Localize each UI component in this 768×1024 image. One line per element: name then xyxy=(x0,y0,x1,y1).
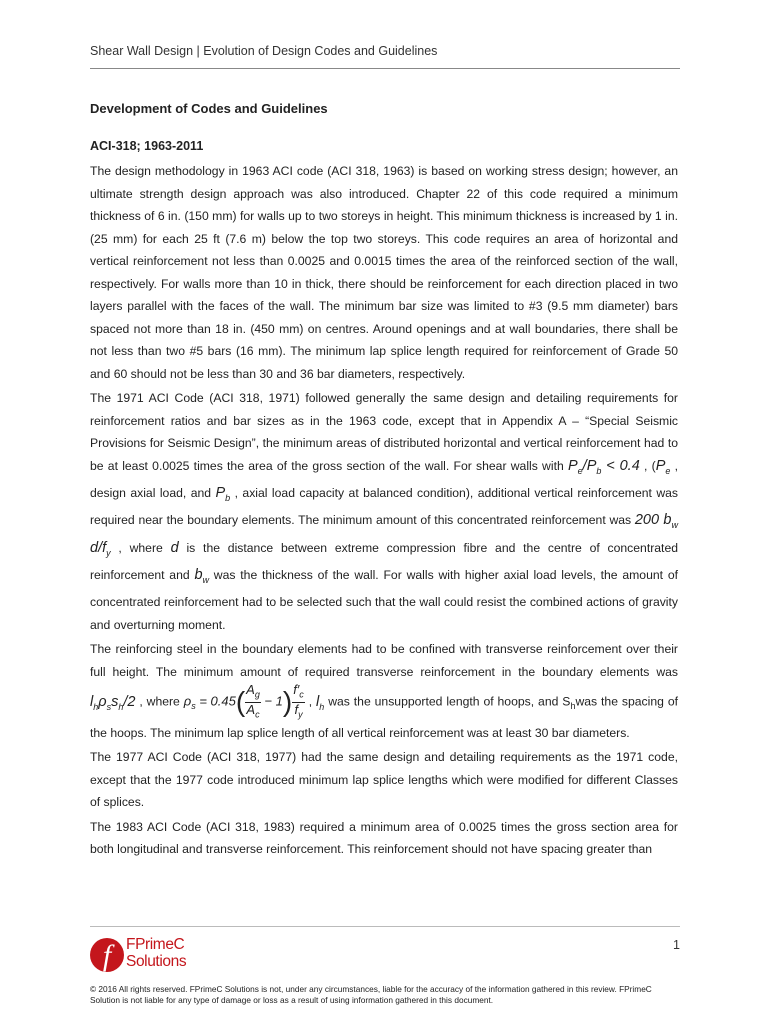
page-header: Shear Wall Design | Evolution of Design Codes and Guidelines xyxy=(90,44,438,58)
open-paren: ( xyxy=(235,686,246,718)
fc-fy-fraction: $\frac{f'_c}{f_y}$ xyxy=(293,682,304,720)
math-d: d xyxy=(170,539,179,556)
text-run: , axial load capacity at balanced condition), additional vertical reinforcement was required near the boundary elements. The minimum amount of this concentrated reinforcement was xyxy=(90,485,678,528)
text-run: , where xyxy=(135,694,184,709)
logo-text xyxy=(126,936,186,970)
text-run: , design axial load, and xyxy=(90,458,679,500)
math-pe: $P_e$ xyxy=(655,457,671,476)
logo-line-2: Solutions xyxy=(126,953,187,970)
paragraph-1977: The 1977 ACI Code (ACI 318, 1977) had the same design and detailing requirements as the 1971 code, except that the 1977 code introduced minimum lap splice lengths which were modified for different Classes of splices. xyxy=(90,750,678,810)
page-number: 1 xyxy=(673,938,680,952)
text-sub: h xyxy=(570,701,576,712)
paragraph-1971 xyxy=(90,387,678,636)
paragraph-boundary-elements xyxy=(90,638,678,744)
rho-s-formula: $\rho_s = 0.45$( $\frac{A_g}{A_c}$ − 1) $\frac{f'_c}{f_y}$ xyxy=(183,682,304,720)
paragraph-1963: The design methodology in 1963 ACI code (ACI 318, 1963) is based on working stress design; however, an ultimate strength design approach was also introduced. Chapter 22 of this code required a minimum thickness of 6 in. (150 mm) for walls up to two storeys in height. This minimum thickness is increased by 1 in. (25 mm) for each 25 ft (7.6 m) below the top two storeys. This code requires an area of horizontal and vertical reinforcement not less than 0.0025 and 0.0015 times the area of the reinforced section of the wall, respectively. For walls more than 10 in thick, there should be reinforcement for each direction placed in two layers parallel with the faces of the wall. The minimum bar size was limited to #3 (9.5 mm diameter) bars spaced not more than 18 in. (450 mm) on centres. Around openings and at wall boundaries, there shall be not less than two #5 bars (16 mm). The minimum lap splice length required for reinforcement of Grade 50 and 60 should not be less than 30 and 36 bar diameters, respectively. xyxy=(90,164,678,381)
document-body xyxy=(90,98,678,863)
math-bw: $b_w$ xyxy=(194,567,210,585)
text-run: was the unsupported length of hoops, and S xyxy=(324,694,571,709)
close-paren: ) xyxy=(282,686,293,718)
footer-divider xyxy=(90,926,680,927)
subsection-heading: ACI-318; 1963-2011 xyxy=(90,138,204,153)
paragraph-1983: The 1983 ACI Code (ACI 318, 1983) required a minimum area of 0.0025 times the gross section area for both longitudinal and transverse reinforcement. This reinforcement should not have spacing greater than xyxy=(90,819,678,857)
logo-line-1: FPrimeC xyxy=(126,936,185,953)
header-divider xyxy=(90,68,680,69)
copyright-notice: © 2016 All rights reserved. FPrimeC Solutions is not, under any circumstances, liable for the accuracy of the information gathered in this review. FPrimeC Solution is not liable for any type of damage or loss as a result of using information gathered in this document. xyxy=(90,984,652,1005)
ag-ac-fraction: $\frac{A_g}{A_c}$ xyxy=(246,682,260,720)
math-lh: $l_h$ xyxy=(316,693,325,712)
text-run: , where xyxy=(110,540,171,555)
section-heading: Development of Codes and Guidelines xyxy=(90,101,328,116)
math-200-bw-d-fy: 200 $b_w$ $d/f_y$ xyxy=(90,512,678,558)
text-run: is the distance between extreme compression fibre and the centre of concentrated reinforcement and xyxy=(90,540,678,583)
text-run: The 1971 ACI Code (ACI 318, 1971) followed generally the same design and detailing requirements for reinforcement ratios and bar sizes as in the 1963 code, except that in Appendix A – “Special Seismic Provisions for Seismic Design”, the minimum areas of distributed horizontal and vertical reinforcement had to be at least 0.0025 times the area of the gross section of the wall. For shear walls with xyxy=(90,391,678,473)
math-pb: $P_b$ xyxy=(215,484,231,503)
text-run: was the spacing of the hoops. The minimum lap splice length of all vertical reinforcement was at least 30 bar diameters. xyxy=(90,694,678,740)
text-run: was the thickness of the wall. For walls with higher axial load levels, the amount of concentrated reinforcement had to be selected such that the wall could resist the combined actions of gravity and overturning moment. xyxy=(90,568,678,632)
text-run: The reinforcing steel in the boundary elements had to be confined with transverse reinforcement over their full height. The minimum amount of required transverse reinforcement in the boundary elements was xyxy=(90,642,678,679)
math-pe-pb-ratio: $P_e/P_b < 0.4$ xyxy=(567,457,640,476)
svg-text:f: f xyxy=(102,939,112,972)
text-run: , xyxy=(304,694,317,709)
text-run: , ( xyxy=(639,458,656,473)
math-lh-rho-s-sh: $l_h\rho_ss_h/2$ xyxy=(90,693,136,712)
